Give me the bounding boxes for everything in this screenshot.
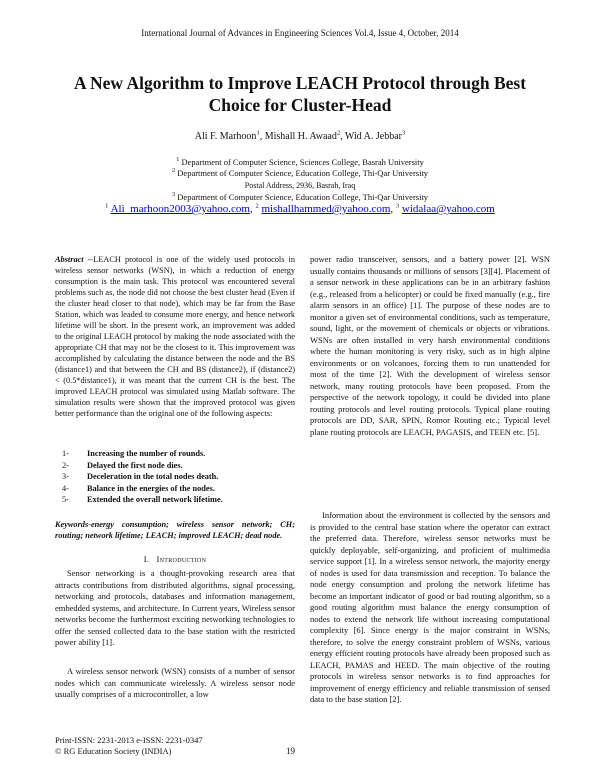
title-line-1: A New Algorithm to Improve LEACH Protocol through Best	[73, 73, 527, 93]
email-link[interactable]: widalaa@yahoo.com	[401, 203, 495, 215]
intro-paragraph-2: A wireless sensor network (WSN) consists of a number of sensor nodes which can communicate wirelessly. A wireless sensor node usually comprises of a microcontroller, a low	[55, 666, 295, 699]
affiliation-2	[0, 168, 600, 179]
abstract	[55, 254, 295, 419]
footer-copyright: © RG Education Society (INDIA)	[55, 746, 172, 756]
list-item: 4- Balance in the energies of the nodes.	[62, 483, 215, 493]
footer	[55, 735, 203, 757]
abstract-label: Abstract --	[55, 255, 94, 264]
section-number: I.	[143, 554, 150, 564]
title-line-2: Choice for Cluster-Head	[208, 95, 392, 115]
affiliation-sup: 1	[176, 156, 180, 164]
email-sup: 1	[105, 202, 109, 210]
section-heading	[55, 554, 295, 564]
author-sup: 2	[336, 129, 341, 137]
affiliation-sup: 3	[171, 191, 176, 199]
page-number: 19	[286, 746, 295, 756]
affiliation-text: Department of Computer Science, Education College, Thi-Qar University	[177, 192, 429, 202]
postal-address: Postal Address, 2936, Basrah, Iraq	[244, 181, 356, 190]
intro-paragraph-3: power radio transceiver, sensors, and a battery power [2]. WSN usually contains thousands or millions of sensors [3][4]. Placement of a sensor network in these applications can be in an arbitrary fashion (e.g., released from a helicopter) or could be fixed manually (e.g., fire alarm sensors in an office) [1]. The purpose of these nodes are to monitor a given set of environmental conditions, such as temperature, sound, light, or the movement of chemicals or objects or vibrations. WSNs are often installed in very harsh environmental conditions where the human monitoring is very risky, such as in high alpine environments or on volcanoes, forcing them to run unattended for most of the time [2]. With the development of wireless sensor network, many routing protocols have been proposed. From the perspective of the network topology, it could be divided into plane routing protocols and level routing protocols. Typical plane routing protocols are DD, SAR, SPIN, Romor Routing etc.; Typical level plane routing protocols are LEACH, PAGASIS, and TEEN etc. [5].	[310, 254, 550, 437]
email-sup: 2	[255, 202, 259, 210]
author-list: Ali F. Marhoon$^1$, Mishall H. Awaad$^2$, Wid A. Jebbar$^3$	[194, 129, 406, 142]
author-sup: 1	[256, 129, 260, 137]
footer-issn: Print-ISSN: 2231-2013 e-ISSN: 2231-0347	[55, 735, 203, 745]
affiliation-sup: 2	[171, 167, 176, 175]
author-name: Mishall H. Awaad	[264, 131, 337, 142]
list-item: 2- Delayed the first node dies.	[62, 460, 183, 470]
list-item: 3- Deceleration in the total nodes death.	[62, 472, 219, 481]
email-link[interactable]: Ali_marhoon2003@yahoo.com	[110, 203, 250, 215]
affiliation-3	[0, 192, 600, 203]
list-item: 5- Extended the overall network lifetime.	[62, 495, 223, 504]
author-name: Ali F. Marhoon	[194, 131, 257, 142]
section-title: Introduction	[156, 554, 207, 564]
email-list: $^1$ Ali_marhoon2003@yahoo.com, $^2$ mishallhammed@yahoo.com, $^3$ widalaa@yahoo.com	[105, 202, 495, 215]
author-name: Wid A. Jebbar	[344, 131, 402, 142]
keywords: Keywords-energy consumption; wireless sensor network; CH; routing; network lifetime; LEACH; improved LEACH; dead node.	[55, 520, 295, 540]
journal-header: International Journal of Advances in Engineering Sciences Vol.4, Issue 4, October, 2014	[141, 28, 459, 38]
affiliation-text: Department of Computer Science, Education College, Thi-Qar University	[177, 168, 429, 178]
author-sup: 3	[402, 129, 406, 137]
aspect-list	[62, 448, 297, 506]
affiliation-1	[0, 157, 600, 168]
email-link[interactable]: mishallhammed@yahoo.com	[261, 203, 391, 215]
intro-paragraph-1: Sensor networking is a thought-provoking research area that attracts contributions from distributed algorithms, signal processing, networking and protocols, databases and information management, embedded systems, and architecture. In Current years, Wireless sensor networks become the furthermost exciting networking technologies to offer the sensed collected data to the base station with the restricted power ability [1].	[55, 568, 295, 647]
intro-paragraph-4: Information about the environment is collected by the sensors and is provided to the central base station where the operator can extract the preferred data. Therefore, wireless sensor networks must be quickly deployable, self-organizing, and proficient of multimedia service support [1]. In a wireless sensor network, the majority energy of nodes is used for data transmission and reception. To balance the node energy consumption and prolong the network lifetime has become an important indicator of good or bad routing algorithm, so a good routing algorithm must balance the energy consumption of nodes to extend the network life without increasing computational complexity [6]. Since energy is the major constraint in WSNs, therefore, to solve the energy constraint problem of WSNs, various energy efficient routing protocols have already been proposed such as LEACH, PAMAS and HEED. The main objective of the routing protocols in wireless sensor networks is to find approaches for improvement of energy efficiency and reliable transmission of sensed data to the base station [2].	[310, 510, 550, 704]
list-item: 1- Increasing the number of rounds.	[62, 449, 206, 458]
abstract-text: LEACH protocol is one of the widely used protocols in wireless sensor networks (WSN), in which a reduction of energy consumption is the main task. This protocol was encountered several problems such as, the node did not choose the best cluster head (Even if the cluster head closer to that node), which may be far from the Base Station, which was leaded to consume more energy, and hence network lifetime will be short. In the present work, an improvement was added to the original LEACH protocol by making the node associated with the appropriate CH that may not be the closest to it. This improvement was accomplished by calculating the distance between the node and the BS (distance1) and that between the CH and BS (distance2), if (distance2) < (0.5*distance1), it was meant that the current CH is the best. The improved LEACH protocol was simulated using Matlab software. The simulation results were shown that the improved protocol was given better performance than the original one of the following aspects:	[55, 255, 295, 418]
paper-title	[40, 72, 560, 116]
affiliation-text: Department of Computer Science, Sciences College, Basrah University	[181, 157, 424, 167]
email-sup: 3	[395, 202, 400, 210]
